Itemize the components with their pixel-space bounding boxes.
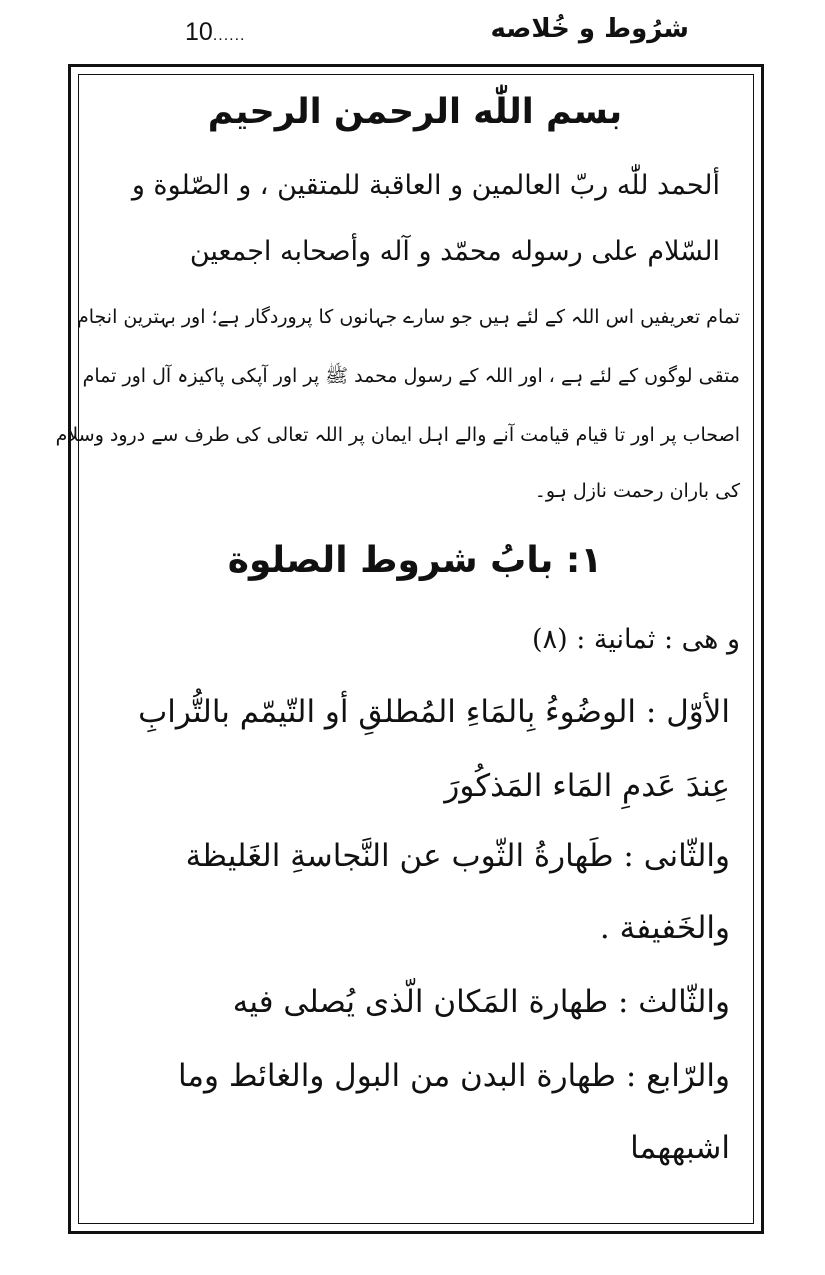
condition-line-6: والرّابع : طهارة البدن من البول والغائط وما bbox=[177, 1058, 730, 1094]
page-content bbox=[55, 0, 740, 1275]
condition-line-2: عِندَ عَدمِ المَاء المَذكُورَ bbox=[444, 768, 730, 804]
condition-line-7: اشبههما bbox=[630, 1130, 730, 1166]
urdu-translation-line-1: تمام تعریفیں اس اللہ کے لئے ہیں جو سارے جہانوں کا پروردگار ہے؛ اور بہترین انجام bbox=[76, 306, 740, 328]
page-number-dots: ...... bbox=[212, 27, 246, 44]
chapter-heading: ١: بابُ شروط الصلوة bbox=[227, 540, 603, 581]
condition-line-5: والثّالث : طهارة المَكان الّذى يُصلى فيه bbox=[232, 984, 730, 1020]
bismillah-heading: بسم اللّٰه الرحمن الرحيم bbox=[207, 92, 623, 132]
condition-line-1: الأوّل : الوضُوءُ بِالمَاءِ المُطلقِ أو التّيمّم بالتُّرابِ bbox=[138, 694, 730, 730]
arabic-intro-line-2: السّلام على رسوله محمّد و آله وأصحابه اجمعين bbox=[189, 236, 720, 267]
urdu-translation-line-2: متقی لوگوں کے لئے ہے ، اور اللہ کے رسول محمد ﷺ پر اور آپکی پاکیزہ آل اور تمام bbox=[82, 365, 740, 387]
page-number-value: 10 bbox=[185, 18, 213, 46]
condition-line-3: والثّانى : طَهارةُ الثّوب عن النَّجاسةِ الغَليظة bbox=[185, 838, 730, 874]
conditions-intro: و هى : ثمانية : (٨) bbox=[532, 624, 740, 655]
urdu-translation-line-4: کی باران رحمت نازل ہو۔ bbox=[534, 480, 740, 502]
urdu-translation-line-3: اصحاب پر اور تا قیام قیامت آنے والے اہل ایمان پر اللہ تعالی کی طرف سے درود وسلام bbox=[55, 424, 740, 446]
arabic-intro-line-1: ألحمد للّٰه ربّ العالمين و العاقبة للمتقين ، و الصّلوة و bbox=[131, 170, 720, 201]
condition-line-4: والخَفيفة . bbox=[599, 910, 730, 946]
book-title: شرُوط و خُلاصه bbox=[490, 14, 689, 44]
